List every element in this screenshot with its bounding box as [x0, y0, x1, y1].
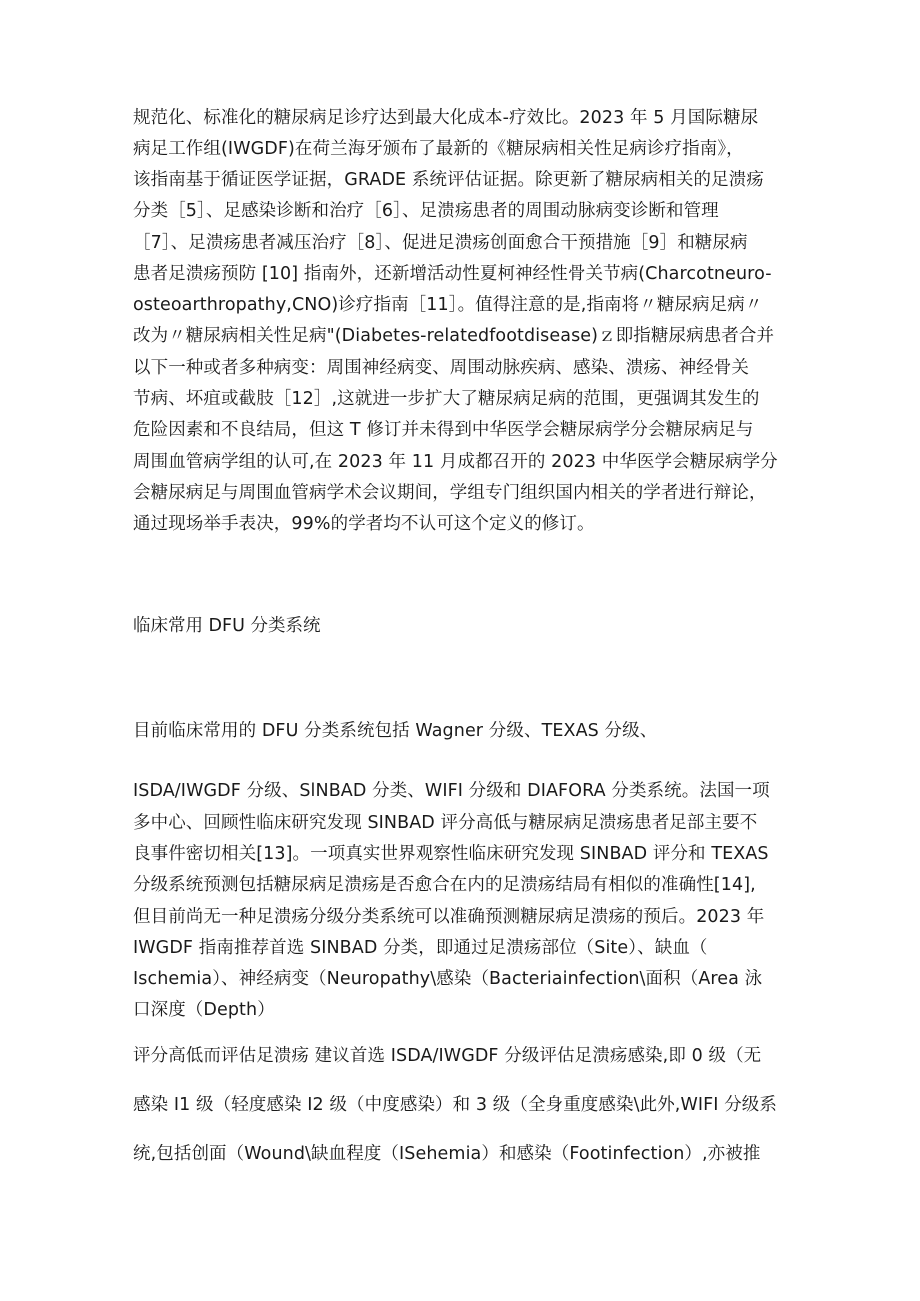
text-line: 分类［5］、足感染诊断和治疗［6］、足溃疡患者的周围动脉病变诊断和管理: [133, 201, 719, 221]
section-heading: 临床常用 DFU 分类系统: [133, 616, 321, 636]
text-line: Ischemia）、神经病变（Neuropathy\感染（Bacteriainfection\面积（Area 泳: [133, 969, 763, 989]
text-line: 统,包括创面（Wound\缺血程度（ISehemia）和感染（Footinfection）,亦被推: [133, 1144, 761, 1164]
text-line: osteoarthropathy,CNO)诊疗指南［11］。值得注意的是,指南将〃糖尿病足病〃: [133, 295, 763, 315]
text-line: 规范化、标准化的糖尿病足诊疗达到最大化成本-疗效比。2023 年 5 月国际糖尿: [133, 108, 759, 128]
text-line: 改为〃糖尿病相关性足病"(Diabetes-relatedfootdisease)ｚ即指糖尿病患者合并: [133, 326, 775, 346]
text-line: 该指南基于循证医学证据，GRADE 系统评估证据。除更新了糖尿病相关的足溃疡: [133, 170, 764, 190]
text-line: 评分高低而评估足溃疡 建议首选 ISDA/IWGDF 分级评估足溃疡感染,即 0 级（无: [133, 1046, 762, 1066]
text-line: IWGDF 指南推荐首选 SINBAD 分类，即通过足溃疡部位（Site）、缺血（: [133, 938, 708, 958]
text-line: 感染 I1 级（轻度感染 I2 级（中度感染）和 3 级（全身重度感染\此外,WIFI 分级系: [133, 1095, 778, 1115]
text-line: 会糖尿病足与周围血管病学术会议期间，学组专门组织国内相关的学者进行辩论，: [133, 483, 767, 503]
text-line: ［7］、足溃疡患者减压治疗［8］、促进足溃疡创面愈合干预措施［9］和糖尿病: [133, 233, 748, 253]
text-line: 通过现场举手表决，99%的学者均不认可这个定义的修订。: [133, 514, 595, 534]
text-line: 病足工作组(IWGDF)在荷兰海牙颁布了最新的《糖尿病相关性足病诊疗指南》，: [133, 139, 744, 159]
text-line: ISDA/IWGDF 分级、SlNBAD 分类、WIFI 分级和 DIAFORA 分类系统。法国一项: [133, 781, 770, 801]
text-line: 危险因素和不良结局，但这 T 修订并未得到中华医学会糖尿病学分会糖尿病足与: [133, 420, 754, 440]
text-line: 患者足溃疡预防 [10] 指南外，还新增活动性夏柯神经性骨关节病(Charcotneuro-: [133, 264, 772, 284]
text-line: 分级系统预测包括糖尿病足溃疡是否愈合在内的足溃疡结局有相似的准确性[14],: [133, 875, 756, 895]
text-line: 但目前尚无一种足溃疡分级分类系统可以准确预测糖尿病足溃疡的预后。2023 年: [133, 907, 765, 927]
text-line: 周围血管病学组的认可,在 2023 年 11 月成都召开的 2023 中华医学会糖尿病学分: [133, 452, 778, 472]
text-line: 口深度（Depth）: [133, 1000, 275, 1020]
text-line: 以下一种或者多种病变：周围神经病变、周围动脉疾病、感染、溃疡、神经骨关: [133, 358, 749, 378]
intro-line: 目前临床常用的 DFU 分类系统包括 Wagner 分级、TEXAS 分级、: [133, 721, 658, 741]
text-line: 节病、坏疽或截肢［12］,这就进一步扩大了糖尿病足病的范围，更强调其发生的: [133, 389, 760, 409]
text-line: 多中心、回顾性临床研究发现 SINBAD 评分高低与糖尿病足溃疡患者足部主要不: [133, 813, 758, 833]
text-line: 良事件密切相关[13]。一项真实世界观察性临床研究发现 SINBAD 评分和 TEXAS: [133, 844, 769, 864]
